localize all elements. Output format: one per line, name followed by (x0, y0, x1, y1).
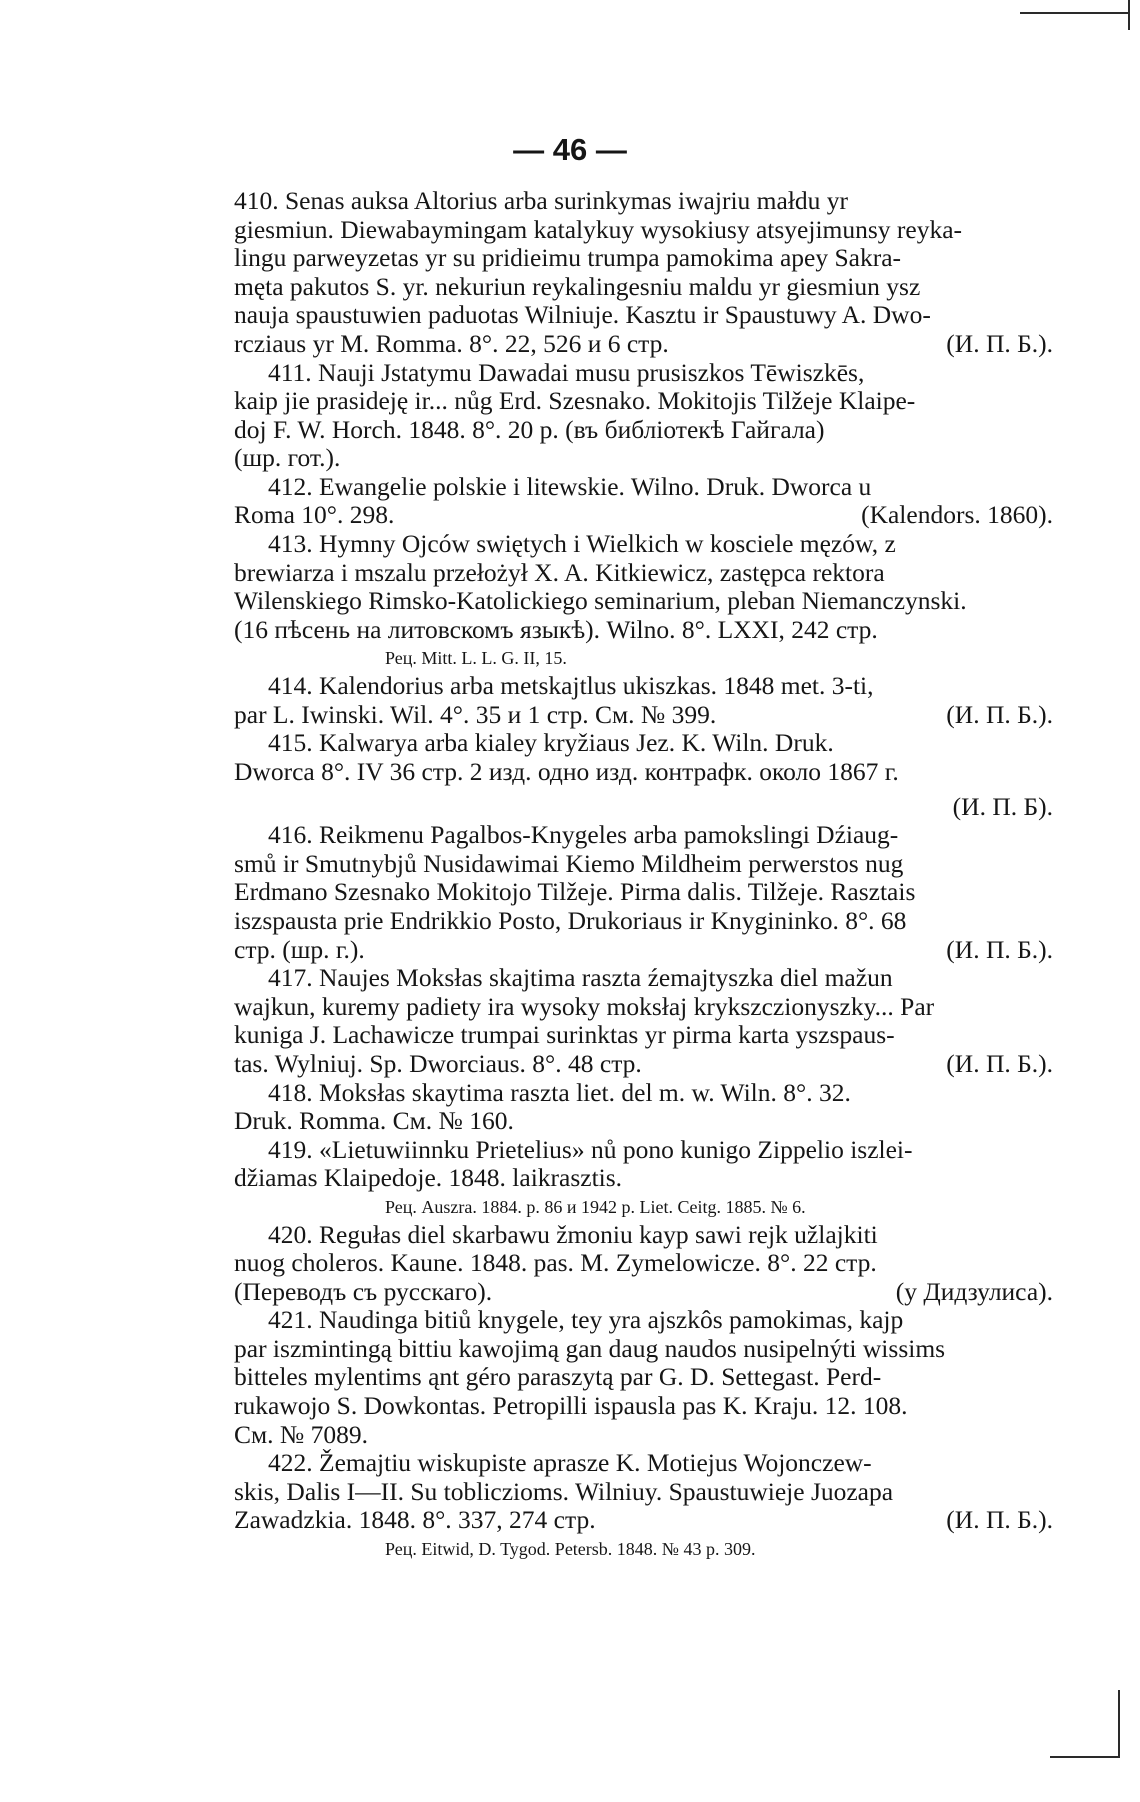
line-text: giesmiun. Diewabaymingam katalykuy wysokiusy atsyejimunsy reyka- (234, 214, 963, 244)
line-text: wajkun, kuremy padiety ira wysoky moksłaj krykszczionyszky... Par (234, 991, 935, 1021)
line-text: nauja spaustuwien paduotas Wilniuje. Kasztu ir Spaustuwy A. Dwo- (234, 300, 931, 330)
line-text: (Переводъ съ русскаго). (234, 1276, 493, 1306)
line-text: Erdmano Szesnako Mokitojo Tilžeje. Pirma dalis. Tilžeje. Rasztais (234, 877, 916, 907)
text-line (234, 877, 1053, 907)
scan-edge-right (1128, 0, 1130, 30)
line-text: 412. Ewangelie polskie i litewskie. Wilno. Druk. Dworca u (268, 471, 872, 501)
line-text: См. № 7089. (234, 1419, 368, 1449)
line-text: Druk. Romma. См. № 160. (234, 1106, 514, 1136)
line-text: 413. Hymny Ojców swiętych i Wielkich w kosciele męzów, z (268, 529, 896, 559)
line-text: 420. Regułas diel skarbawu žmoniu kayp sawi rejk užlajkiti (268, 1219, 878, 1249)
page-number: — 46 — (513, 132, 627, 167)
line-text: tas. Wylniuj. Sp. Dworciaus. 8°. 48 стр. (234, 1049, 642, 1079)
line-text: doj F. W. Horch. 1848. 8°. 20 p. (въ библіотекѣ Гайгала) (234, 414, 825, 444)
text-line (234, 500, 1053, 530)
text-line (234, 1505, 1053, 1535)
line-text: rukawojo S. Dowkontas. Petropilli ispausla pas K. Kraju. 12. 108. (234, 1391, 908, 1421)
line-text: Wilenskiego Rimsko-Katolickiego seminarium, pleban Niemanczynski. (234, 586, 967, 616)
line-text: bitteles mylentims ąnt géro paraszytą par G. D. Settegast. Perd- (234, 1362, 882, 1392)
line-text: džiamas Klaipedoje. 1848. laikrasztis. (234, 1163, 623, 1193)
catalog-source-note: (Kalendors. 1860). (861, 500, 1053, 530)
text-line (234, 906, 1053, 936)
line-text: brewiarza i mszalu przełożył X. A. Kitkiewicz, zastępca rektora (234, 557, 885, 587)
text-line (234, 1420, 1053, 1450)
text-line (268, 820, 1053, 850)
line-text: 422. Žemajtiu wiskupiste aprasze K. Motiejus Wojonczew- (268, 1448, 872, 1478)
text-line (234, 1049, 1053, 1079)
text-line (234, 935, 1053, 965)
line-text: 416. Reikmenu Pagalbos-Knygeles arba pamokslingi Dźiaug- (268, 820, 899, 850)
text-line (268, 1078, 1053, 1108)
line-text: nuog choleros. Kaune. 1848. pas. M. Zymelowicze. 8°. 22 стр. (234, 1248, 877, 1278)
line-text: 418. Moksłas skaytima raszta liet. del m. w. Wiln. 8°. 32. (268, 1077, 851, 1107)
text-line (234, 1362, 1053, 1392)
line-text: Dworca 8°. IV 36 стр. 2 изд. одно изд. контрафк. около 1867 г. (234, 756, 899, 786)
line-text: par L. Iwinski. Wil. 4°. 35 и 1 стр. См. № 399. (234, 699, 717, 729)
line-text: (16 пѣсень на литовскомъ языкѣ). Wilno. 8°. LXXI, 242 стр. (234, 614, 878, 644)
review-reference-line (385, 1192, 1140, 1222)
text-line (234, 1277, 1053, 1307)
line-text: smů ir Smutnybjů Nusidawimai Kiemo Mildheim perwerstos nug (234, 848, 904, 878)
text-line (234, 215, 1053, 245)
line-text: Zawadzkia. 1848. 8°. 337, 274 стр. (234, 1505, 596, 1535)
text-line (234, 243, 1053, 273)
text-line (234, 300, 1053, 330)
line-text: Рец. Auszra. 1884. p. 86 и 1942 p. Liet. Ceitg. 1885. № 6. (385, 1196, 806, 1217)
review-reference-line (385, 643, 1140, 673)
text-line (234, 186, 1053, 216)
catalog-source-note: (И. П. Б.). (946, 1049, 1053, 1079)
scan-edge-top (1020, 12, 1130, 14)
line-text: 414. Kalendorius arba metskajtlus ukiszkas. 1848 met. 3-ti, (268, 670, 874, 700)
text-line (234, 757, 1053, 787)
text-line (234, 586, 1053, 616)
text-line (268, 529, 1053, 559)
line-text: iszspausta prie Endrikkio Posto, Drukoriaus ir Knygininko. 8°. 68 (234, 906, 907, 936)
line-text: Roma 10°. 298. (234, 500, 395, 530)
text-line (234, 1334, 1053, 1364)
text-line (234, 272, 1053, 302)
line-text: 421. Naudinga bitiů knygele, tey yra ajszkôs pamokimas, kajp (268, 1305, 904, 1335)
text-line (234, 615, 1053, 645)
line-text: (шр. гот.). (234, 443, 341, 473)
review-reference-line (385, 1534, 1140, 1564)
text-line (234, 1020, 1053, 1050)
text-line (234, 386, 1053, 416)
line-text: kuniga J. Lachawicze trumpai surinktas yr pirma karta yszspaus- (234, 1020, 895, 1050)
text-line (268, 728, 1053, 758)
text-line (268, 963, 1053, 993)
line-text: 415. Kalwarya arba kialey kryžiaus Jez. K. Wiln. Druk. (268, 728, 834, 758)
line-text: par iszmintingą bittiu kawojimą gan daug naudos nusipelnýti wissims (234, 1333, 946, 1363)
text-line (234, 700, 1053, 730)
line-text: 417. Naujes Moksłas skajtima raszta źemajtyszka diel mažun (268, 963, 893, 993)
line-text: rcziaus yr M. Romma. 8°. 22, 526 и 6 стр. (234, 328, 669, 358)
line-text: стр. (шр. г.). (234, 934, 365, 964)
line-text: Рец. Mitt. L. L. G. II, 15. (385, 648, 567, 669)
line-text: Рец. Eitwid, D. Tygod. Petersb. 1848. № 43 p. 309. (385, 1539, 756, 1559)
line-text: lingu parweyzetas yr su pridieimu trumpa pamokima apey Sakra- (234, 243, 902, 273)
catalog-source-note: (И. П. Б.). (946, 699, 1053, 729)
text-line (268, 1135, 1053, 1165)
catalog-source-note: (И. П. Б.). (946, 1505, 1053, 1535)
text-line (234, 1163, 1053, 1193)
text-line (234, 1248, 1053, 1278)
line-text: 410. Senas auksa Altorius arba surinkymas iwajriu małdu yr (234, 186, 849, 215)
catalog-source-note: (И. П. Б.). (946, 328, 1053, 358)
scan-edge-right-bottom (1118, 1690, 1120, 1758)
catalog-source-note: (у Дидзулиса). (895, 1276, 1053, 1306)
text-line (234, 849, 1053, 879)
text-line (234, 443, 1053, 473)
catalog-source-note: (И. П. Б). (952, 791, 1053, 821)
text-line (268, 1448, 1053, 1478)
text-line (268, 671, 1053, 701)
text-line (268, 472, 1053, 502)
line-text: 411. Nauji Jstatymu Dawadai musu prusiszkos Tēwiszkēs, (268, 357, 865, 387)
text-line (234, 1477, 1053, 1507)
scan-edge-bottom (1050, 1756, 1120, 1758)
text-line (234, 329, 1053, 359)
line-text: 419. «Lietuwiinnku Prietelius» nů pono kunigo Zippelio iszlei- (268, 1134, 913, 1164)
text-line (268, 1220, 1053, 1250)
text-line (268, 1305, 1053, 1335)
text-line (234, 415, 1053, 445)
text-line (268, 358, 1053, 388)
line-text: skis, Dalis I—II. Su tobliczioms. Wilniuy. Spaustuwieje Juozapa (234, 1476, 894, 1506)
text-line (234, 1106, 1053, 1136)
line-text: męta pakutos S. yr. nekuriun reykalingesniu maldu yr giesmiun ysz (234, 271, 921, 301)
line-text: kaip jie prasideję ir... nůg Erd. Szesnako. Mokitojis Tilžeje Klaipe- (234, 386, 916, 416)
text-line (234, 558, 1053, 588)
text-line (234, 992, 1053, 1022)
text-line (234, 1391, 1053, 1421)
catalog-source-note: (И. П. Б.). (946, 934, 1053, 964)
